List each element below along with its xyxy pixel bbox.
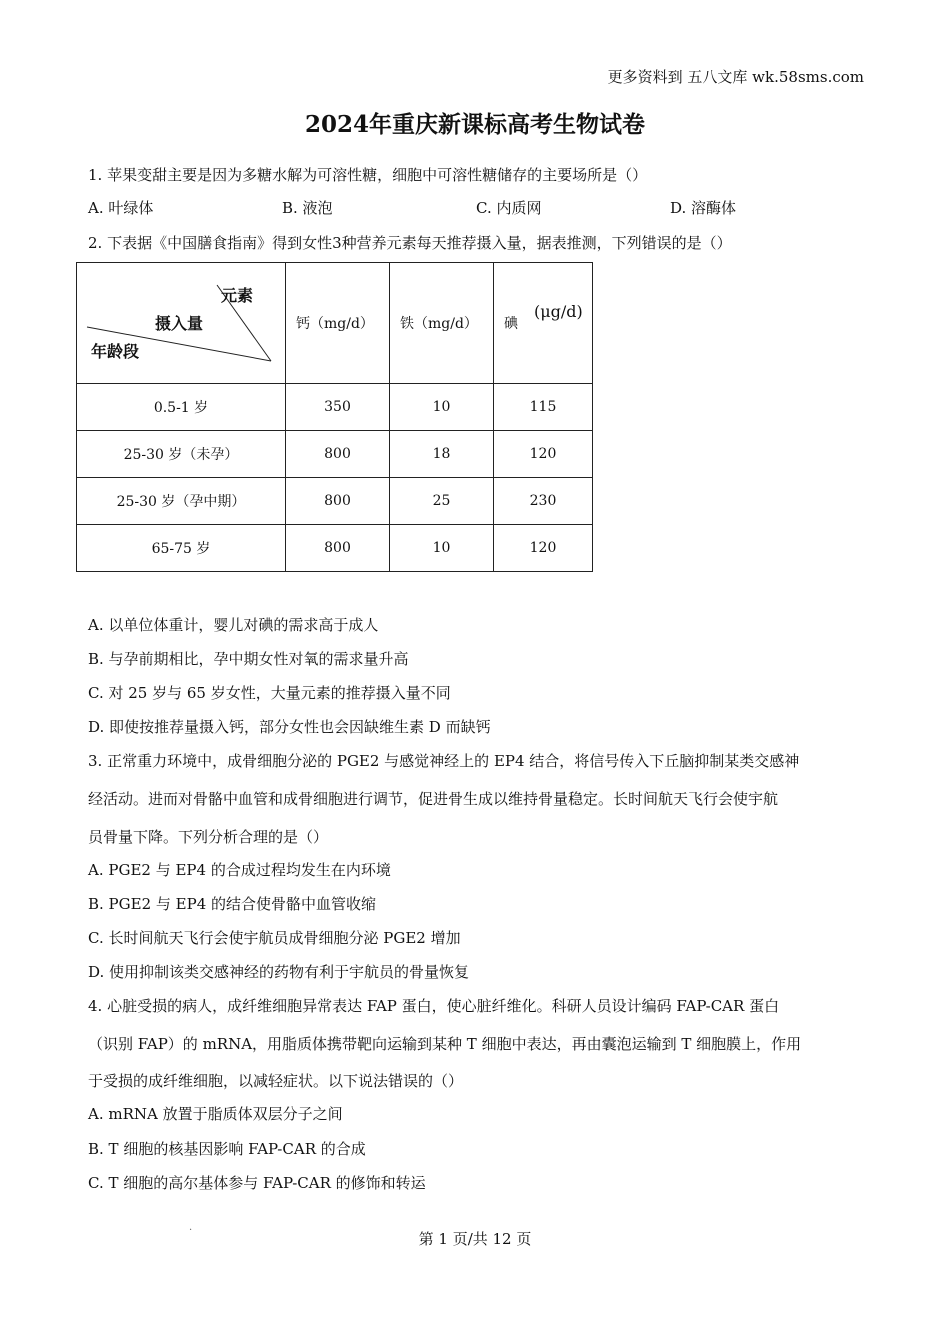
row-iron: 10 xyxy=(390,525,494,572)
question-2-stem: 2. 下表据《中国膳食指南》得到女性3种营养元素每天推荐摄入量，据表推测，下列错误的是（） xyxy=(88,234,732,252)
question-3-option-c: C. 长时间航天飞行会使宇航员成骨细胞分泌 PGE2 增加 xyxy=(88,929,461,947)
question-3-stem-line-2: 经活动。进而对骨骼中血管和成骨细胞进行调节，促进骨生成以维持骨量稳定。长时间航天飞行会使宇航 xyxy=(88,790,779,808)
row-iodine: 120 xyxy=(494,431,593,478)
question-3-option-d: D. 使用抑制该类交感神经的药物有利于宇航员的骨量恢复 xyxy=(88,963,470,981)
question-1-option-b: B. 液泡 xyxy=(282,199,333,217)
row-age: 65-75 岁 xyxy=(77,525,286,572)
table-header-row xyxy=(77,263,593,384)
diag-label-age: 年龄段 xyxy=(91,342,140,361)
row-age: 25-30 岁（孕中期） xyxy=(77,478,286,525)
question-3-option-b: B. PGE2 与 EP4 的结合使骨骼中血管收缩 xyxy=(88,895,377,913)
question-1-stem: 1. 苹果变甜主要是因为多糖水解为可溶性糖，细胞中可溶性糖储存的主要场所是（） xyxy=(88,166,648,184)
diagonal-header-cell xyxy=(77,263,286,384)
question-2-option-d: D. 即使按推荐量摄入钙，部分女性也会因缺维生素 D 而缺钙 xyxy=(88,718,491,736)
question-1-option-c: C. 内质网 xyxy=(476,199,542,217)
watermark: 更多资料到 五八文库 wk.58sms.com xyxy=(607,68,864,86)
question-4-option-b: B. T 细胞的核基因影响 FAP-CAR 的合成 xyxy=(88,1140,366,1158)
row-calcium: 800 xyxy=(286,525,390,572)
table-row xyxy=(77,478,593,525)
question-4-stem-line-2: （识别 FAP）的 mRNA，用脂质体携带靶向运输到某种 T 细胞中表达，再由囊泡运输到 T 细胞膜上，作用 xyxy=(88,1035,802,1053)
question-2-option-a: A. 以单位体重计，婴儿对碘的需求高于成人 xyxy=(88,616,379,634)
question-4-stem-line-3: 于受损的成纤维细胞，以减轻症状。以下说法错误的（） xyxy=(88,1072,464,1090)
row-iodine: 120 xyxy=(494,525,593,572)
row-age: 0.5-1 岁 xyxy=(77,384,286,431)
diag-label-element: 元素 xyxy=(221,286,254,305)
table-row xyxy=(77,431,593,478)
header-iron: 铁（mg/d） xyxy=(390,263,494,384)
question-2-option-c: C. 对 25 岁与 65 岁女性，大量元素的推荐摄入量不同 xyxy=(88,684,451,702)
row-iodine: 115 xyxy=(494,384,593,431)
row-iron: 10 xyxy=(390,384,494,431)
row-calcium: 800 xyxy=(286,431,390,478)
row-age: 25-30 岁（未孕） xyxy=(77,431,286,478)
question-4-stem-line-1: 4. 心脏受损的病人，成纤维细胞异常表达 FAP 蛋白，使心脏纤维化。科研人员设计编码 FAP-CAR 蛋白 xyxy=(88,997,780,1015)
footer-mark: . xyxy=(189,1222,193,1233)
table-row xyxy=(77,384,593,431)
question-3-option-a: A. PGE2 与 EP4 的合成过程均发生在内环境 xyxy=(88,861,391,879)
header-calcium: 钙（mg/d） xyxy=(286,263,390,384)
header-iodine-cell xyxy=(494,263,593,384)
page-title: 2024年重庆新课标高考生物试卷 xyxy=(304,111,645,138)
row-iron: 18 xyxy=(390,431,494,478)
question-4-option-a: A. mRNA 放置于脂质体双层分子之间 xyxy=(88,1105,343,1123)
row-iron: 25 xyxy=(390,478,494,525)
row-calcium: 800 xyxy=(286,478,390,525)
question-2-option-b: B. 与孕前期相比，孕中期女性对氧的需求量升高 xyxy=(88,650,409,668)
question-3-stem-line-1: 3. 正常重力环境中，成骨细胞分泌的 PGE2 与感觉神经上的 EP4 结合，将信号传入下丘脑抑制某类交感神 xyxy=(88,752,800,770)
diag-label-intake: 摄入量 xyxy=(155,314,204,333)
table-row xyxy=(77,525,593,572)
question-4-option-c: C. T 细胞的高尔基体参与 FAP-CAR 的修饰和转运 xyxy=(88,1174,426,1192)
row-iodine: 230 xyxy=(494,478,593,525)
question-1-option-a: A. 叶绿体 xyxy=(88,199,154,217)
row-calcium: 350 xyxy=(286,384,390,431)
page-number: 第 1 页/共 12 页 xyxy=(418,1230,532,1248)
header-iodine-unit: (μg/d) xyxy=(534,302,583,321)
question-3-stem-line-3: 员骨量下降。下列分析合理的是（） xyxy=(88,828,329,846)
question-1-option-d: D. 溶酶体 xyxy=(670,199,737,217)
nutrient-table xyxy=(76,262,593,572)
header-iodine: 碘 xyxy=(504,316,518,332)
